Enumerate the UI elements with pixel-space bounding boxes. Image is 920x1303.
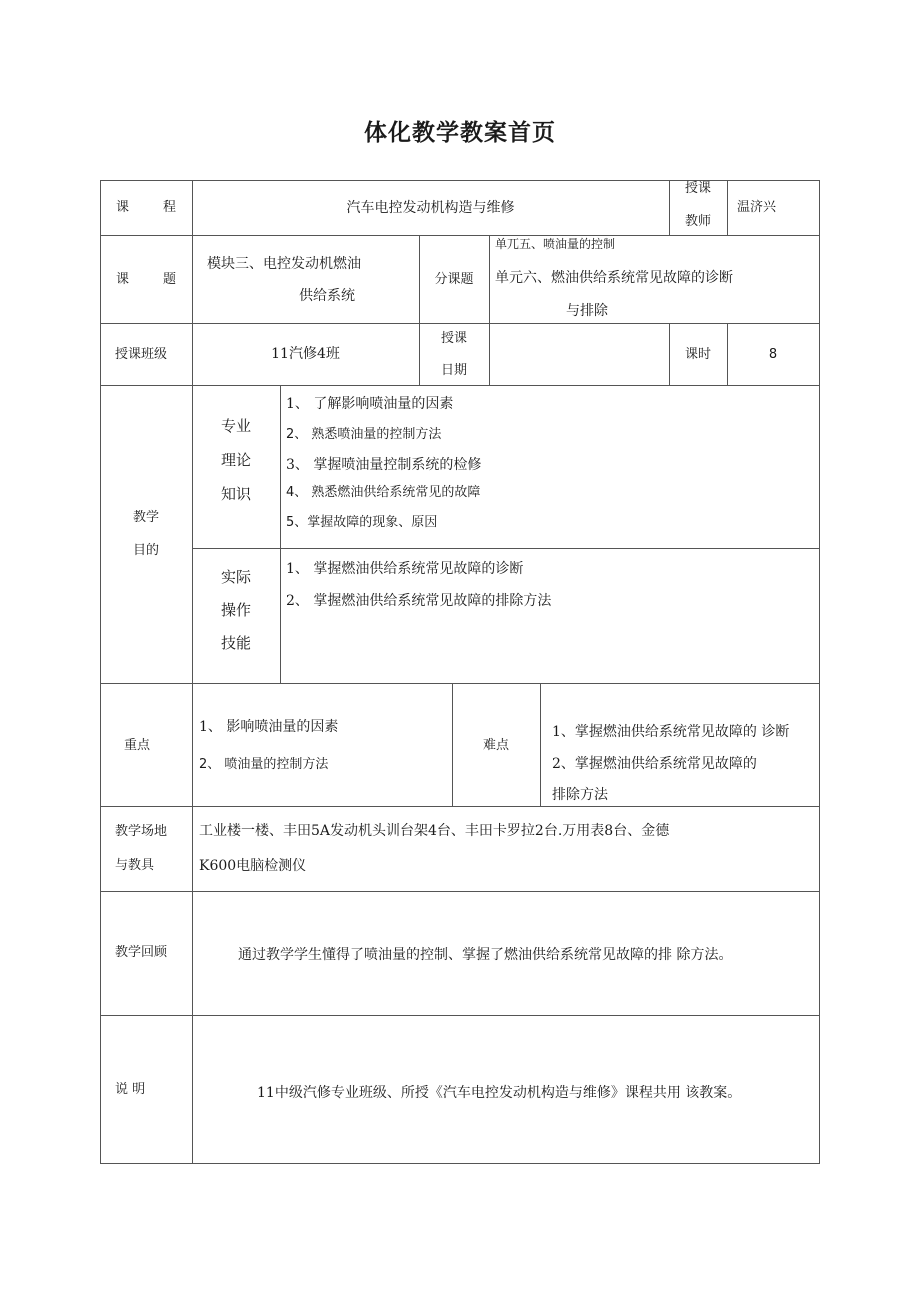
hours-label: 课时	[684, 347, 711, 362]
theory-label: 专业	[221, 417, 252, 435]
course-label: 程	[163, 200, 177, 215]
teacher-value: 温济兴	[737, 200, 777, 215]
date-label: 授课	[440, 331, 467, 346]
notes-label: 说 明	[115, 1082, 146, 1097]
topic-value: 模块三、电控发动机燃油	[207, 256, 361, 272]
column-divider	[727, 180, 728, 235]
teacher-label: 授课	[684, 181, 711, 196]
venue-value: 工业楼一楼、丰田5A发动机头训台架4台、丰田卡罗拉2台.万用表8台、金德	[199, 823, 670, 839]
theory-item: 4、 熟悉燃油供给系统常见的故障	[286, 485, 481, 500]
practice-item: 1、 掌握燃油供给系统常见故障的诊断	[286, 561, 524, 577]
theory-label: 知识	[221, 485, 252, 503]
key-point-item: 1、 影响喷油量的因素	[199, 719, 339, 735]
practice-label: 实际	[221, 568, 252, 586]
review-label: 教学回顾	[115, 945, 168, 960]
row-divider	[100, 683, 820, 684]
difficult-item: 1、掌握燃油供给系统常见故障的 诊断	[552, 724, 790, 740]
theory-item: 1、 了解影响喷油量的因素	[286, 396, 454, 412]
difficult-item: 2、掌握燃油供给系统常见故障的	[552, 756, 757, 772]
row-divider	[100, 891, 820, 892]
row-divider	[100, 235, 820, 236]
column-divider	[280, 385, 281, 683]
topic-label: 题	[163, 272, 177, 287]
theory-item: 5、掌握故障的现象、原因	[286, 515, 438, 530]
notes-value: 11中级汽修专业班级、所授《汽车电控发动机构造与维修》课程共用 该教案。	[257, 1085, 742, 1101]
objectives-label: 目的	[132, 543, 159, 558]
venue-label: 教学场地	[115, 824, 168, 839]
practice-label: 技能	[221, 634, 252, 652]
row-divider	[192, 548, 820, 549]
subtopic-value: 单元六、燃油供给系统常见故障的诊断	[495, 270, 733, 286]
hours-value: 8	[768, 347, 778, 362]
course-value: 汽车电控发动机构造与维修	[346, 200, 515, 216]
key-points-label: 重点	[124, 738, 151, 753]
row-divider	[100, 1015, 820, 1016]
course-label: 课	[116, 200, 130, 215]
objectives-label: 教学	[132, 510, 159, 525]
row-divider	[100, 806, 820, 807]
class-value: 11汽修4班	[271, 346, 340, 362]
class-label: 授课班级	[115, 347, 168, 362]
topic-label: 课	[116, 272, 130, 287]
key-point-item: 2、 喷油量的控制方法	[199, 757, 329, 772]
venue-value: K600电脑检测仪	[199, 858, 307, 874]
column-divider	[192, 180, 193, 1164]
practice-label: 操作	[221, 601, 252, 619]
review-value: 通过教学学生懂得了喷油量的控制、掌握了燃油供给系统常见故障的排 除方法。	[238, 947, 733, 963]
column-divider	[489, 235, 490, 385]
page-title: 体化教学教案首页	[364, 120, 556, 146]
table-border	[819, 180, 820, 1164]
difficult-label: 难点	[482, 738, 509, 753]
teacher-label: 教师	[684, 214, 711, 229]
subtopic-value: 与排除	[566, 303, 608, 319]
subtopic-value: 单兀五、喷油量的控制	[495, 237, 616, 251]
date-label: 日期	[440, 363, 467, 378]
table-border	[100, 180, 101, 1164]
row-divider	[100, 385, 820, 386]
subtopic-label: 分课题	[434, 272, 474, 287]
theory-item: 2、 熟悉喷油量的控制方法	[286, 427, 442, 442]
row-divider	[100, 323, 820, 324]
column-divider	[540, 683, 541, 806]
table-border	[100, 1163, 820, 1164]
practice-item: 2、 掌握燃油供给系统常见故障的排除方法	[286, 593, 552, 609]
venue-label: 与教具	[115, 858, 155, 873]
theory-item: 3、 掌握喷油量控制系统的检修	[286, 457, 482, 473]
topic-value: 供给系统	[299, 288, 355, 304]
theory-label: 理论	[221, 451, 252, 469]
difficult-item: 排除方法	[552, 787, 608, 803]
